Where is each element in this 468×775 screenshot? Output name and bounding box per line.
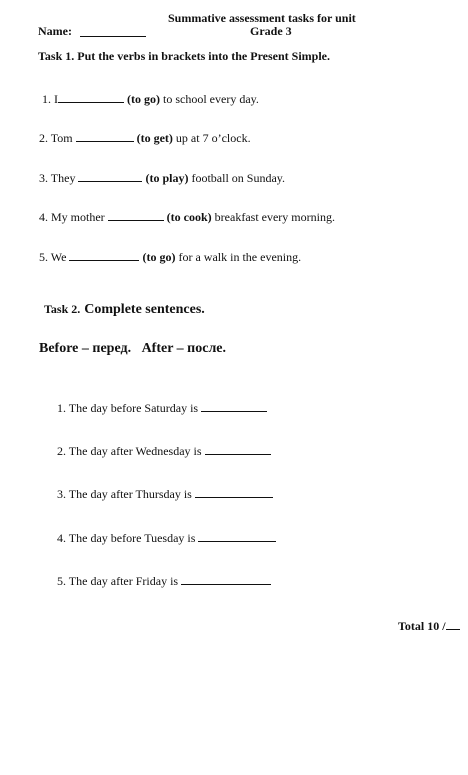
task1-heading: Task 1. Put the verbs in brackets into the Present Simple.: [38, 49, 331, 63]
task1-item-verb: (to play): [145, 171, 189, 185]
task1-item-prefix: 4. My mother: [39, 210, 105, 224]
task1-item-verb: (to go): [142, 250, 176, 264]
name-blank[interactable]: [80, 24, 146, 37]
document-title-line2: Grade 3: [250, 24, 292, 38]
task1-item-verb: (to go): [127, 92, 160, 106]
task2-heading: [44, 300, 205, 318]
total-score: [398, 617, 460, 634]
answer-blank[interactable]: [195, 485, 273, 498]
task2-item-text: 5. The day after Friday is: [57, 574, 179, 588]
name-label: Name:: [38, 24, 72, 38]
task2-item-text: 4. The day before Tuesday is: [57, 531, 196, 545]
task1-item: [39, 208, 335, 225]
task1-item-rest: to school every day.: [163, 92, 259, 106]
task1-item: [39, 169, 285, 186]
task2-item-text: 2. The day after Wednesday is: [57, 444, 202, 458]
task2-item: [57, 485, 273, 502]
task2-label: Task 2.: [44, 302, 81, 316]
task2-item-text: 1. The day before Saturday is: [57, 401, 199, 415]
task2-item-text: 3. The day after Thursday is: [57, 487, 192, 501]
task1-item-verb: (to cook): [166, 210, 212, 224]
task1-item-prefix: 3. They: [39, 171, 76, 185]
task2-item: [57, 572, 271, 589]
task1-item-rest: for a walk in the evening.: [178, 250, 302, 264]
vocab-line: Before – перед. After – после.: [39, 341, 227, 356]
answer-blank[interactable]: [108, 208, 164, 221]
answer-blank[interactable]: [78, 169, 142, 182]
task2-item: [57, 399, 267, 416]
task1-item: [42, 90, 259, 107]
task1-item-prefix: 2. Tom: [39, 131, 73, 145]
task1-item: [39, 129, 251, 146]
answer-blank[interactable]: [76, 129, 134, 142]
task1-item-rest: football on Sunday.: [191, 171, 285, 185]
task2-item: [57, 442, 271, 459]
answer-blank[interactable]: [69, 248, 139, 261]
task1-item-rest: up at 7 o’clock.: [175, 131, 251, 145]
answer-blank[interactable]: [198, 529, 276, 542]
task1-item-verb: (to get): [136, 131, 173, 145]
answer-blank[interactable]: [201, 399, 267, 412]
task1-item-prefix: 5. We: [39, 250, 67, 264]
total-blank[interactable]: [446, 617, 460, 630]
answer-blank[interactable]: [58, 90, 124, 103]
task1-item-rest: breakfast every morning.: [214, 210, 335, 224]
task1-item: [39, 248, 301, 265]
answer-blank[interactable]: [181, 572, 271, 585]
answer-blank[interactable]: [205, 442, 271, 455]
document-title-line1: Summative assessment tasks for unit: [168, 11, 356, 25]
total-label: Total 10 /: [398, 619, 446, 633]
task2-item: [57, 529, 276, 546]
task2-title: Complete sentences.: [84, 302, 205, 317]
task1-item-prefix: 1. I: [42, 92, 58, 106]
